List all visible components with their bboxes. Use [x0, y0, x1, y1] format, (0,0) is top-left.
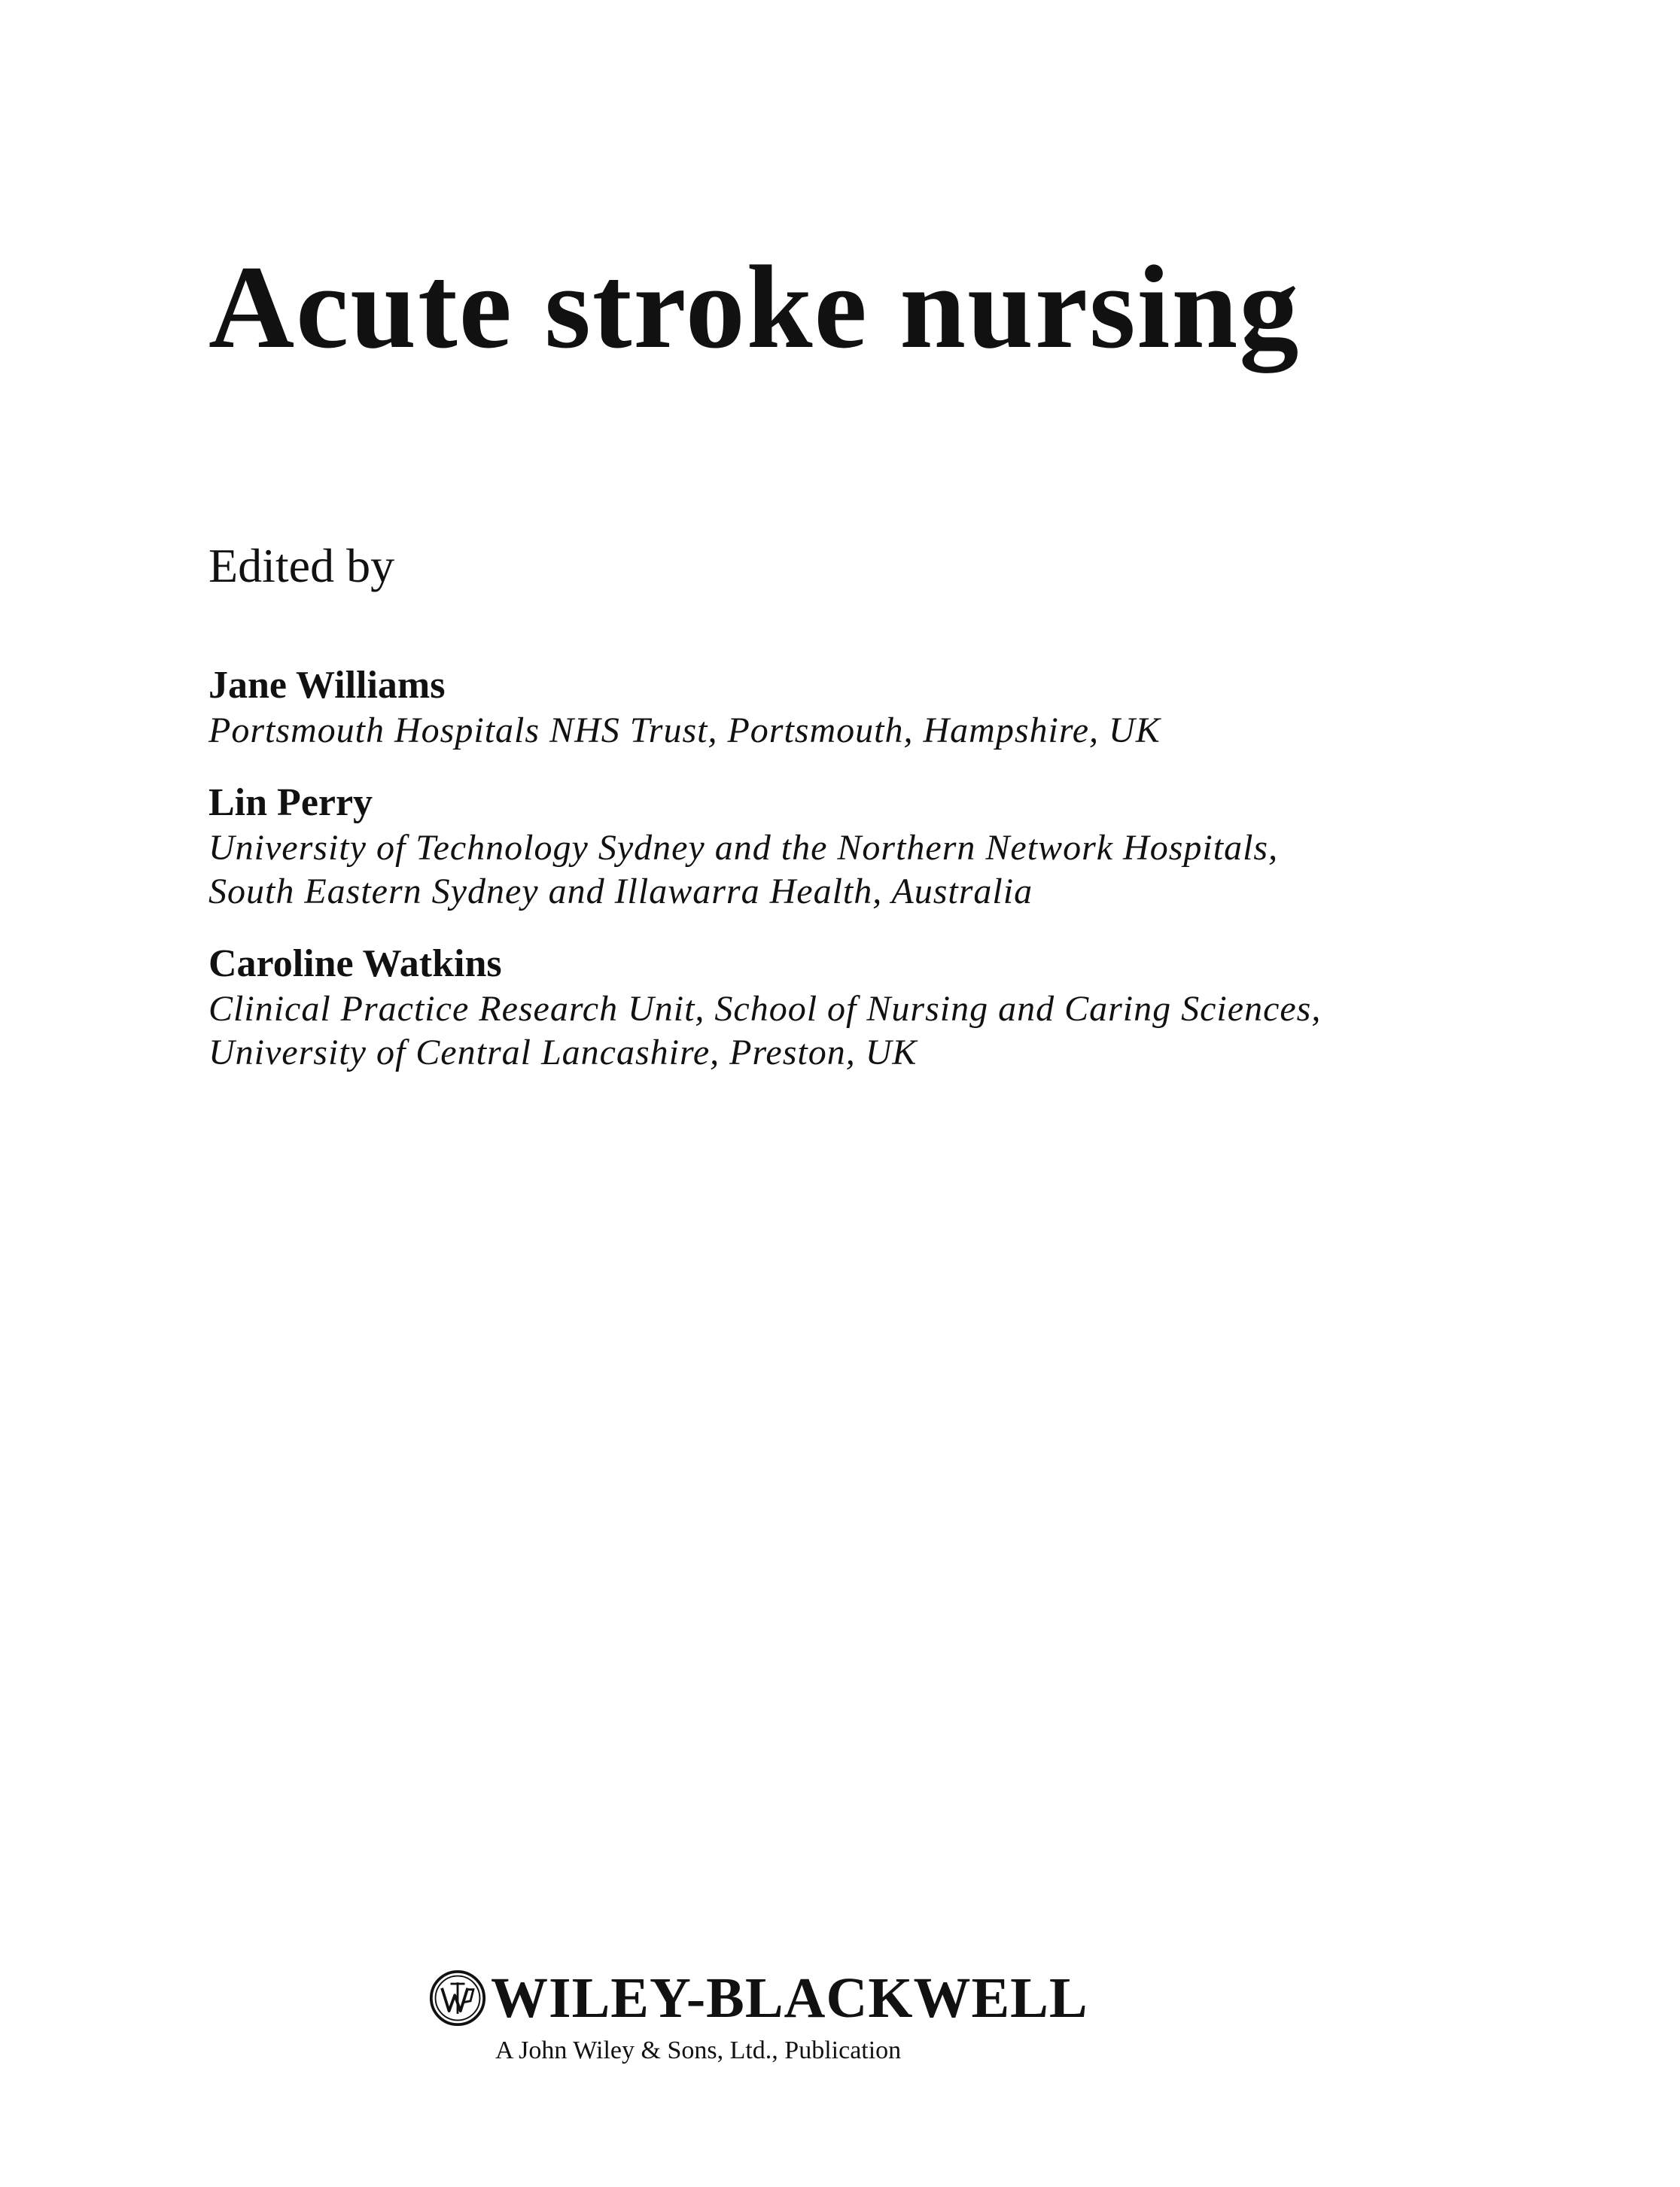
editor-name: Lin Perry — [208, 781, 373, 824]
editor-affiliation: South Eastern Sydney and Illawarra Health, Australia — [208, 871, 1033, 911]
editor-affiliation: University of Technology Sydney and the Northern Network Hospitals, — [208, 828, 1279, 868]
publisher-logo — [429, 1964, 1088, 2032]
publisher-logo-text: WILEY-BLACKWELL — [491, 1966, 1088, 2030]
editor-name: Caroline Watkins — [208, 942, 502, 985]
editor-affiliation: Clinical Practice Research Unit, School of Nursing and Caring Sciences, — [208, 989, 1322, 1029]
publisher-block — [429, 1964, 1088, 2064]
edited-by-label: Edited by — [208, 539, 395, 592]
editor-affiliation: University of Central Lancashire, Preston, UK — [208, 1033, 918, 1072]
editor-entry — [208, 780, 1639, 914]
editor-name: Jane Williams — [208, 664, 446, 707]
editor-entry — [208, 662, 1639, 753]
publisher-imprint: A John Wiley & Sons, Ltd., Publication — [495, 2036, 902, 2064]
book-title: Acute stroke nursing — [208, 242, 1301, 373]
editor-entry — [208, 941, 1639, 1075]
editors-list — [208, 662, 1639, 1102]
wiley-seal-icon — [429, 1970, 486, 2027]
editor-affiliation: Portsmouth Hospitals NHS Trust, Portsmouth, Hampshire, UK — [208, 710, 1161, 750]
